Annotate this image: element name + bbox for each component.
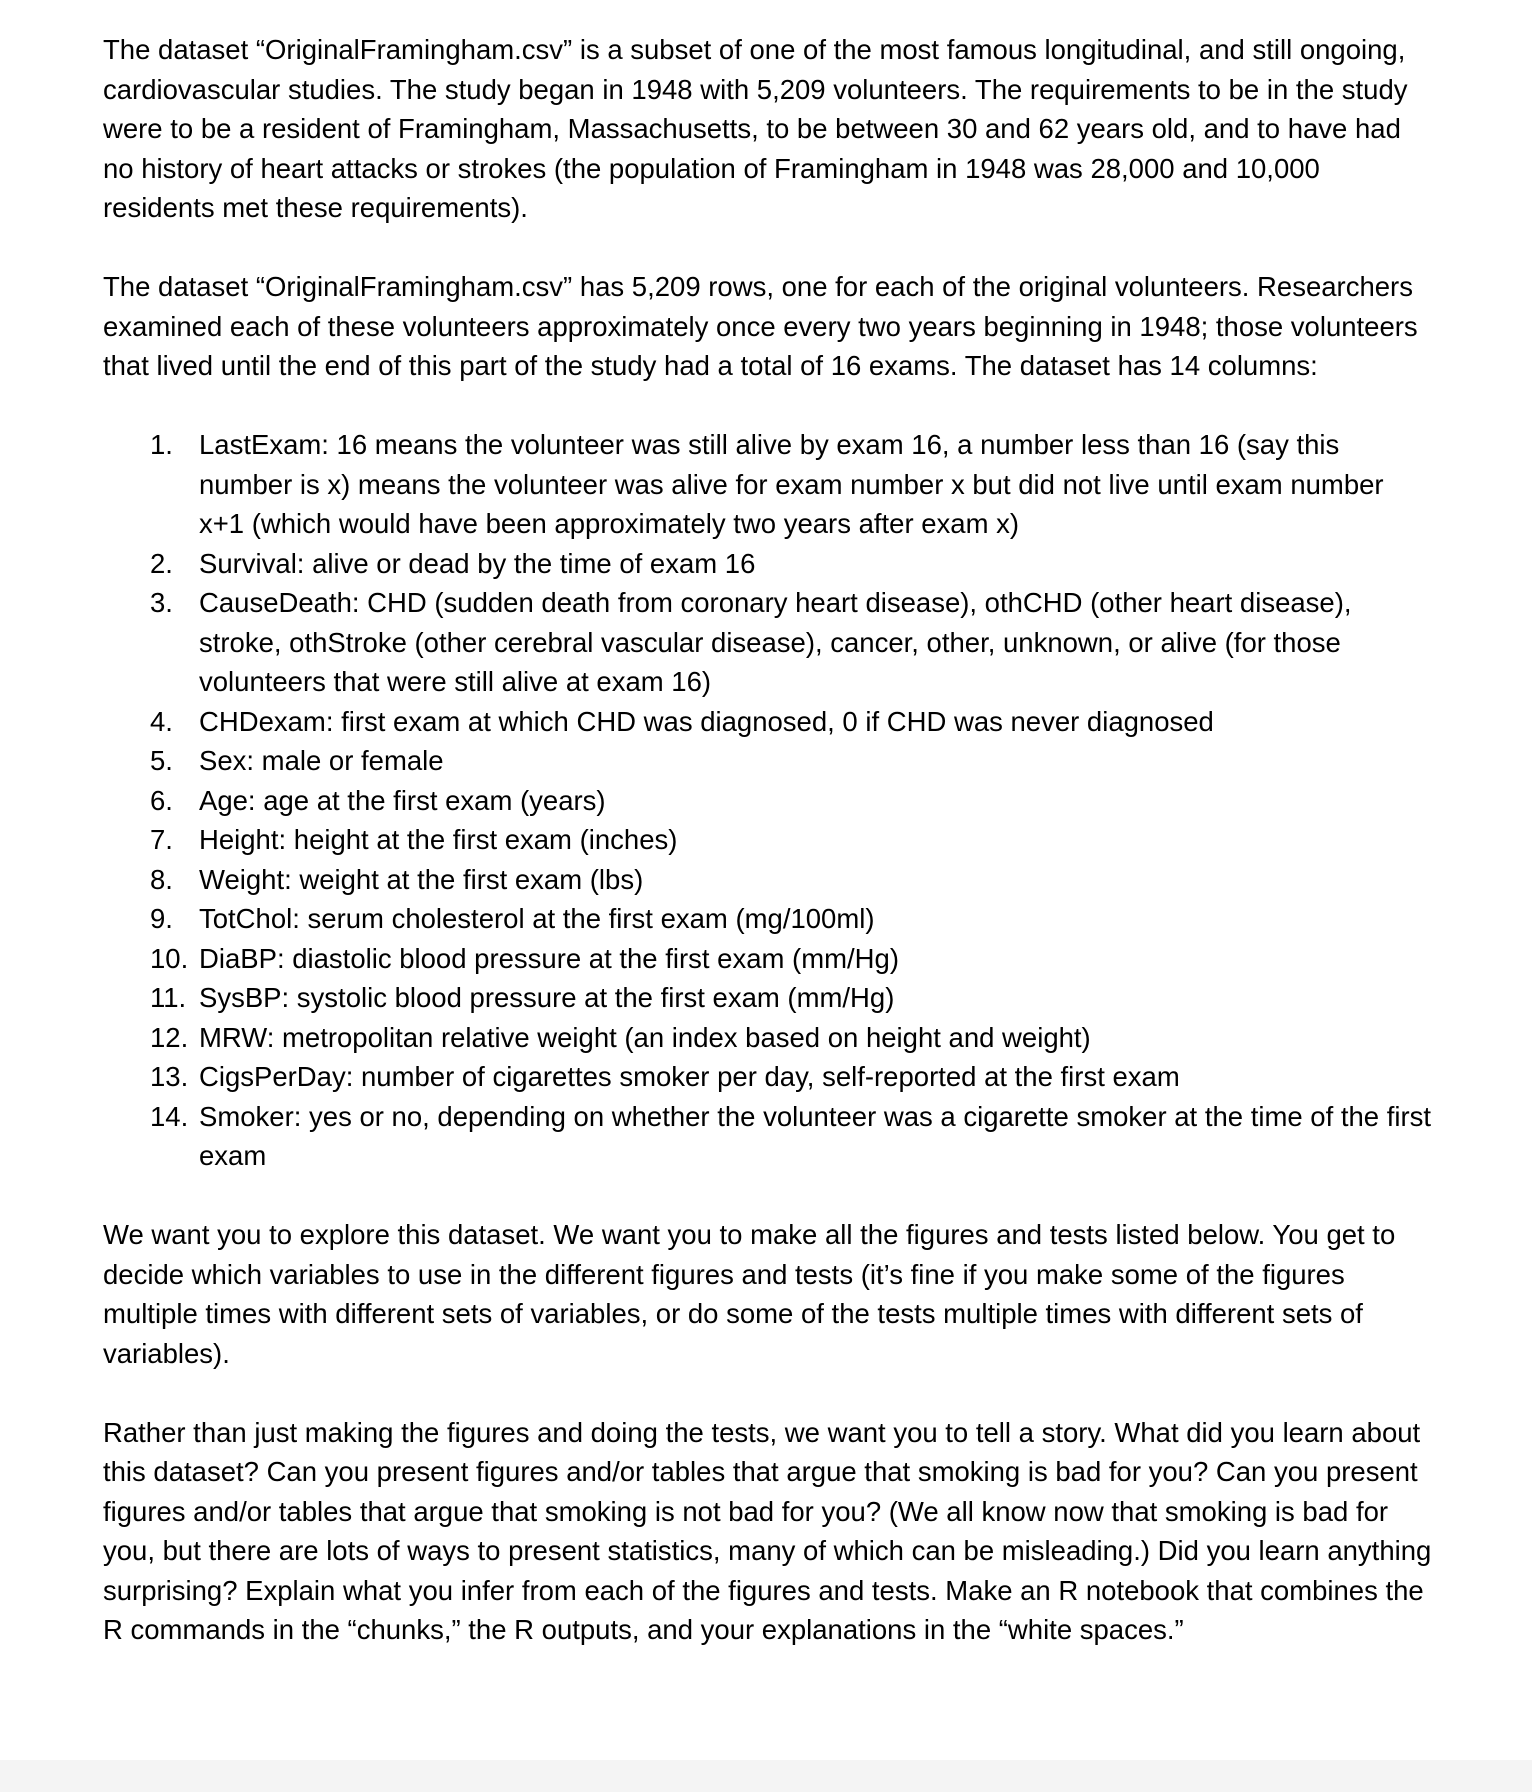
list-item xyxy=(103,583,1433,702)
list-item-number: 6. xyxy=(150,784,173,816)
list-item-text: CauseDeath: CHD (sudden death from coronary heart disease), othCHD (other heart disease), stroke, othStroke (other cerebral vascular disease), cancer, other, unknown, or alive (for those volunteers that were still alive at exam 16) xyxy=(199,587,1352,697)
list-item xyxy=(103,781,1433,821)
list-item xyxy=(103,702,1433,742)
list-item-text: Age: age at the first exam (years) xyxy=(199,784,606,816)
list-item-number: 11. xyxy=(150,982,187,1013)
page-bottom-edge xyxy=(0,1760,1532,1792)
list-item-number: 14. xyxy=(150,1100,189,1132)
list-item-text: Smoker: yes or no, depending on whether the volunteer was a cigarette smoker at the time of the first exam xyxy=(199,1100,1432,1171)
list-item-text: Weight: weight at the first exam (lbs) xyxy=(199,863,644,895)
list-item-number: 13. xyxy=(150,1061,189,1092)
list-item-text: MRW: metropolitan relative weight (an index based on height and weight) xyxy=(199,1021,1091,1053)
list-item xyxy=(103,425,1433,544)
list-item-number: 9. xyxy=(150,903,173,934)
list-item-text: CigsPerDay: number of cigarettes smoker per day, self-reported at the first exam xyxy=(199,1061,1180,1092)
list-item-text: Height: height at the first exam (inches) xyxy=(199,824,678,855)
list-item-text: CHDexam: first exam at which CHD was diagnosed, 0 if CHD was never diagnosed xyxy=(199,705,1214,737)
list-item-text: SysBP: systolic blood pressure at the first exam (mm/Hg) xyxy=(199,982,895,1013)
list-item xyxy=(103,860,1433,900)
list-item xyxy=(103,978,1433,1018)
list-item-number: 10. xyxy=(150,942,189,974)
story-paragraph: Rather than just making the figures and doing the tests, we want you to tell a story. What did you learn about this dataset? Can you present figures and/or tables that argue that smoking is bad for you? Can you present figures and/or tables that argue that smoking is not bad for you? (We all know now that smoking is bad for you, but there are lots of ways to present statistics, many of which can be misleading.) Did you learn anything surprising? Explain what you infer from each of the figures and tests. Make an R notebook that combines the R commands in the “chunks,” the R outputs, and your explanations in the “white spaces.” xyxy=(103,1416,1432,1645)
list-item-text: Sex: male or female xyxy=(199,745,444,776)
list-item-text: DiaBP: diastolic blood pressure at the first exam (mm/Hg) xyxy=(199,942,899,974)
list-item xyxy=(103,741,1433,781)
list-item xyxy=(103,1018,1433,1058)
list-item-number: 3. xyxy=(150,587,173,618)
dataset-description-paragraph: The dataset “OriginalFramingham.csv” has 5,209 rows, one for each of the original volunteers. Researchers examined each of these volunteers approximately once every two years beginning in 1948; those volunteers that lived until the end of this part of the study had a total of 16 exams. The dataset has 14 columns: xyxy=(103,271,1418,381)
list-item xyxy=(103,899,1433,939)
list-item-number: 2. xyxy=(150,547,173,579)
list-item-number: 4. xyxy=(150,705,173,737)
list-item-text: Survival: alive or dead by the time of exam 16 xyxy=(199,547,756,579)
list-item-number: 5. xyxy=(150,745,173,776)
intro-paragraph: The dataset “OriginalFramingham.csv” is a subset of one of the most famous longitudinal, and still ongoing, cardiovascular studies. The study began in 1948 with 5,209 volunteers. The requirements to be in the study were to be a resident of Framingham, Massachusetts, to be between 30 and 62 years old, and to have had no history of heart attacks or strokes (the population of Framingham in 1948 was 28,000 and 10,000 residents met these requirements). xyxy=(103,34,1408,223)
list-item-text: LastExam: 16 means the volunteer was still alive by exam 16, a number less than 16 (say this number is x) means the volunteer was alive for exam number x but did not live until exam number x+1 (which would have been approximately two years after exam x) xyxy=(199,429,1384,539)
list-item-number: 12. xyxy=(150,1021,189,1053)
document-body xyxy=(103,30,1433,1650)
list-item xyxy=(103,1057,1433,1097)
list-item-text: TotChol: serum cholesterol at the first exam (mg/100ml) xyxy=(199,903,875,934)
list-item-number: 7. xyxy=(150,824,173,855)
list-item xyxy=(103,544,1433,584)
instructions-paragraph: We want you to explore this dataset. We want you to make all the figures and tests listed below. You get to decide which variables to use in the different figures and tests (it’s fine if you make some of the figures multiple times with different sets of variables, or do some of the tests multiple times with different sets of variables). xyxy=(103,1219,1396,1369)
list-item-number: 8. xyxy=(150,863,173,895)
list-item xyxy=(103,820,1433,860)
column-list xyxy=(103,425,1433,1176)
list-item xyxy=(103,1097,1433,1176)
list-item-number: 1. xyxy=(150,429,173,460)
list-item xyxy=(103,939,1433,979)
